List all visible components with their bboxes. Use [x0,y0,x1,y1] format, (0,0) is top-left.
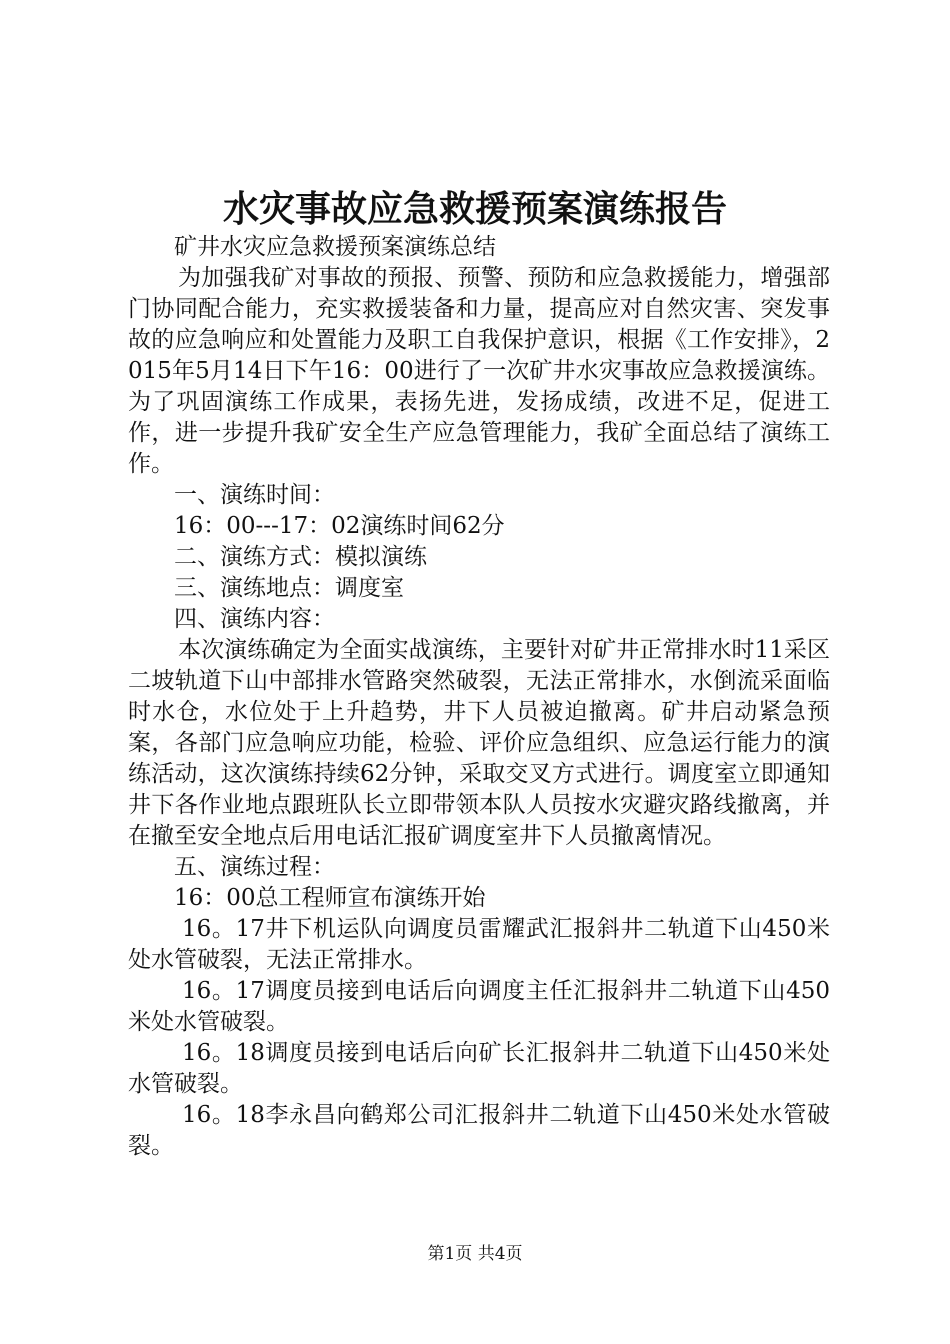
process-step: 16。18李永昌向鹤郑公司汇报斜井二轨道下山450米处水管破裂。 [128,1102,830,1159]
intro-paragraph: 为加强我矿对事故的预报、预警、预防和应急救援能力，增强部门协同配合能力，充实救援装备和力量，提高应对自然灾害、突发事故的应急响应和处置能力及职工自我保护意识，根据《工作安排》，2015年5月14日下午16：00进行了一次矿井水灾事故应急救援演练。为了巩固演练工作成果，表扬先进，发扬成绩，改进不足，促进工作，进一步提升我矿安全生产应急管理能力，我矿全面总结了演练工作。 [128,265,830,477]
document-body [128,232,830,1162]
drill-time-paragraph: 16：00---17：02演练时间62分 [174,513,505,539]
page-footer: 第1页 共4页 [427,1244,523,1264]
section-heading-location: 三、演练地点：调度室 [174,575,404,601]
subtitle-paragraph: 矿井水灾应急救援预案演练总结 [174,234,496,260]
section-heading-process: 五、演练过程： [174,854,335,880]
process-step: 16。17井下机运队向调度员雷耀武汇报斜井二轨道下山450米处水管破裂，无法正常排水。 [128,916,830,973]
drill-content-paragraph: 本次演练确定为全面实战演练，主要针对矿井正常排水时11采区二坡轨道下山中部排水管路突然破裂，无法正常排水，水倒流采面临时水仓，水位处于上升趋势，井下人员被迫撤离。矿井启动紧急预案，各部门应急响应功能，检验、评价应急组织、应急运行能力的演练活动，这次演练持续62分钟，采取交叉方式进行。调度室立即通知井下各作业地点跟班队长立即带领本队人员按水灾避灾路线撤离，并在撤至安全地点后用电话汇报矿调度室井下人员撤离情况。 [128,637,830,849]
section-heading-time: 一、演练时间： [174,482,335,508]
document-title: 水灾事故应急救援预案演练报告 [222,188,727,230]
process-step: 16：00总工程师宣布演练开始 [174,885,486,911]
process-step: 16。18调度员接到电话后向矿长汇报斜井二轨道下山450米处水管破裂。 [128,1040,830,1097]
section-heading-content: 四、演练内容： [174,606,335,632]
section-heading-method: 二、演练方式：模拟演练 [174,544,427,570]
process-step: 16。17调度员接到电话后向调度主任汇报斜井二轨道下山450米处水管破裂。 [128,978,830,1035]
